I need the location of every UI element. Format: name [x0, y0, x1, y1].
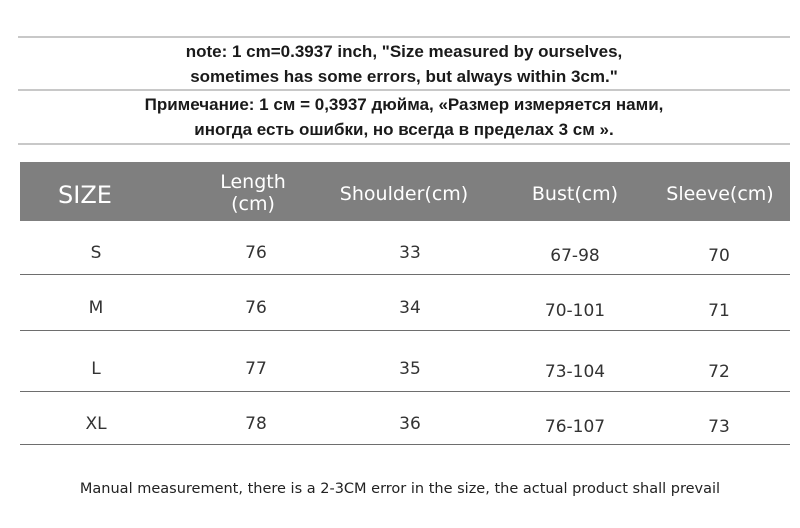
cell-size: M [88, 298, 104, 318]
cell-shoulder: 34 [399, 298, 421, 318]
bottom-divider [18, 143, 790, 145]
cell-length: 78 [245, 414, 267, 434]
size-table-header [20, 162, 790, 221]
header-bust: Bust(cm) [531, 183, 619, 205]
cell-length: 76 [245, 298, 267, 318]
cell-length: 76 [245, 243, 267, 263]
note-russian-line-1: Примечание: 1 см = 0,3937 дюйма, «Размер измеряется нами, [144, 95, 664, 114]
cell-shoulder: 33 [399, 243, 421, 263]
note-english-line-2: sometimes has some errors, but always within 3cm." [190, 67, 618, 86]
cell-size: S [90, 243, 102, 263]
row-divider [20, 330, 790, 331]
note-english [18, 39, 790, 89]
cell-size: L [91, 359, 101, 379]
cell-bust: 70-101 [544, 301, 606, 321]
cell-sleeve: 71 [708, 301, 730, 321]
note-english-line-1: note: 1 cm=0.3937 inch, "Size measured by ourselves, [185, 42, 623, 61]
row-divider [20, 274, 790, 275]
cell-bust: 73-104 [544, 362, 606, 382]
top-divider [18, 36, 790, 38]
row-divider [20, 444, 790, 445]
cell-sleeve: 70 [708, 246, 730, 266]
cell-bust: 76-107 [544, 417, 606, 437]
cell-shoulder: 36 [399, 414, 421, 434]
row-divider [20, 391, 790, 392]
cell-sleeve: 73 [708, 417, 730, 437]
header-length: Length (cm) [220, 171, 286, 215]
cell-shoulder: 35 [399, 359, 421, 379]
middle-divider [18, 89, 790, 91]
header-sleeve: Sleeve(cm) [666, 183, 774, 205]
note-russian [18, 92, 790, 142]
header-size: SIZE [58, 181, 112, 209]
footer-disclaimer: Manual measurement, there is a 2-3CM error in the size, the actual product shall prevail [79, 481, 721, 497]
cell-sleeve: 72 [708, 362, 730, 382]
cell-bust: 67-98 [550, 246, 600, 266]
header-shoulder: Shoulder(cm) [339, 183, 469, 205]
note-russian-line-2: иногда есть ошибки, но всегда в пределах 3 см ». [194, 120, 614, 139]
cell-size: XL [85, 414, 107, 434]
cell-length: 77 [245, 359, 267, 379]
